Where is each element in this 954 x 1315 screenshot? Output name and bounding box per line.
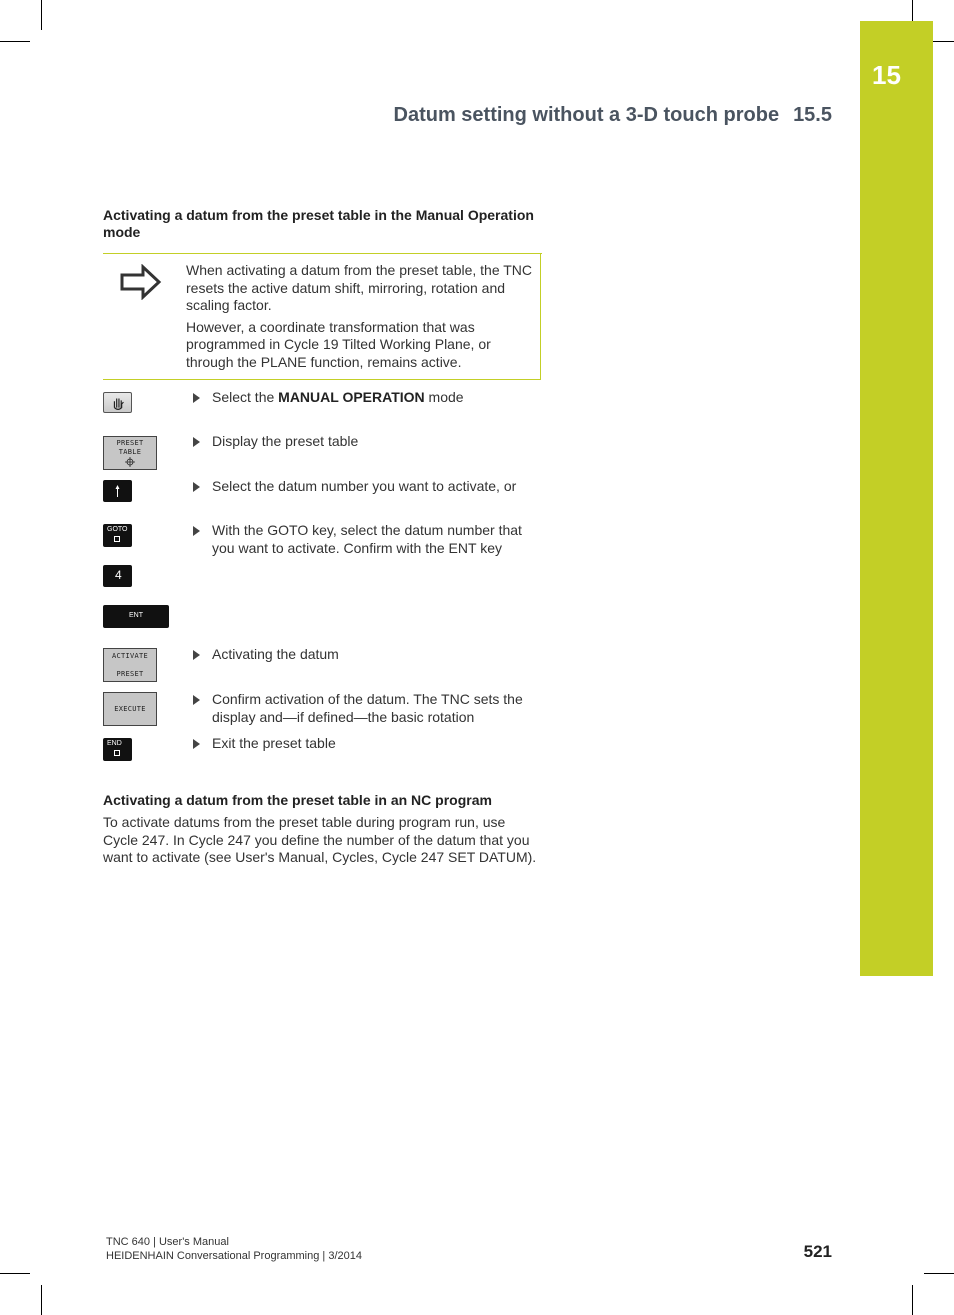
arrow-up-key[interactable] <box>103 480 132 502</box>
footer <box>106 1235 362 1263</box>
body-paragraph: To activate datums from the preset table during program run, use Cycle 247. In Cycle 247 you define the number of the datum that you want to activate (see User's Manual, Cycles, Cycle 247 SET DATUM). <box>103 814 537 865</box>
crop-mark <box>912 1285 913 1315</box>
digit-4-key[interactable] <box>103 565 132 587</box>
step-arrow-icon <box>193 695 200 705</box>
step-arrow-icon <box>193 437 200 447</box>
key-label: END <box>107 740 122 747</box>
arrow-up-icon <box>103 480 132 502</box>
note-paragraph: However, a coordinate transformation that was programmed in Cycle 19 Tilted Working Plane, or through the PLANE function, remains active. <box>186 318 491 370</box>
note-box <box>103 253 541 380</box>
crop-mark <box>0 41 30 42</box>
step-mode-name: MANUAL OPERATION <box>278 389 425 405</box>
end-key[interactable] <box>103 738 132 761</box>
softkey-label: TABLE <box>118 448 142 456</box>
step-text: Display the preset table <box>212 433 359 449</box>
step-select-datum-number <box>193 478 543 496</box>
step-arrow-icon <box>193 393 200 403</box>
hand-icon <box>105 394 132 413</box>
note-text <box>186 262 534 375</box>
key-square-icon <box>114 750 120 756</box>
crop-mark <box>41 1285 42 1315</box>
running-head-title: Datum setting without a 3-D touch probe <box>393 104 780 126</box>
step-arrow-icon <box>193 482 200 492</box>
key-label: ENT <box>129 612 143 619</box>
manual-operation-key[interactable] <box>103 392 132 413</box>
crop-mark <box>924 1273 954 1274</box>
softkey-label: ACTIVATE <box>111 651 149 660</box>
arrow-right-icon <box>119 264 163 300</box>
footer-line: HEIDENHAIN Conversational Programming | 3/2014 <box>106 1250 362 1262</box>
key-label: GOTO <box>107 526 128 533</box>
step-goto-datum <box>193 522 543 557</box>
crop-mark <box>41 0 42 30</box>
step-activating-datum <box>193 646 543 664</box>
running-head-section: 15.5 <box>793 104 832 126</box>
step-text: With the GOTO key, select the datum number that you want to activate. Confirm with the ENT key <box>212 522 522 556</box>
softkey-label: PRESET <box>116 669 144 678</box>
step-text: mode <box>424 389 464 405</box>
chapter-tab <box>860 21 933 976</box>
running-head <box>394 104 832 127</box>
preset-table-softkey[interactable] <box>103 436 157 470</box>
step-text: Activating the datum <box>212 646 339 662</box>
step-arrow-icon <box>193 739 200 749</box>
step-select-manual-operation <box>193 389 543 407</box>
key-square-icon <box>114 536 120 542</box>
step-display-preset-table <box>193 433 543 451</box>
execute-softkey[interactable] <box>103 692 157 726</box>
softkey-label: EXECUTE <box>114 704 146 713</box>
step-confirm-activation <box>193 691 543 726</box>
crop-mark <box>0 1273 30 1274</box>
step-text: Exit the preset table <box>212 735 336 751</box>
step-text: Confirm activation of the datum. The TNC sets the display and—if defined—the basic rotation <box>212 691 523 725</box>
key-label: 4 <box>115 568 122 582</box>
softkey-label: PRESET <box>116 439 144 447</box>
activate-preset-softkey[interactable] <box>103 648 157 682</box>
note-paragraph: When activating a datum from the preset table, the TNC resets the active datum shift, mirroring, rotation and scaling factor. <box>186 262 533 313</box>
step-text: Select the <box>212 389 279 405</box>
goto-key[interactable] <box>103 524 132 547</box>
step-exit-preset-table <box>193 735 543 753</box>
datum-crosshair-icon <box>125 457 135 467</box>
section-heading: Activating a datum from the preset table in an NC program <box>103 792 492 808</box>
step-arrow-icon <box>193 526 200 536</box>
section-heading: Activating a datum from the preset table in the Manual Operation mode <box>103 207 534 240</box>
chapter-number: 15 <box>872 60 901 90</box>
ent-key[interactable] <box>103 605 169 628</box>
step-arrow-icon <box>193 650 200 660</box>
page-number: 521 <box>803 1242 832 1261</box>
footer-line: TNC 640 | User's Manual <box>106 1236 229 1248</box>
step-text: Select the datum number you want to activate, or <box>212 478 517 494</box>
